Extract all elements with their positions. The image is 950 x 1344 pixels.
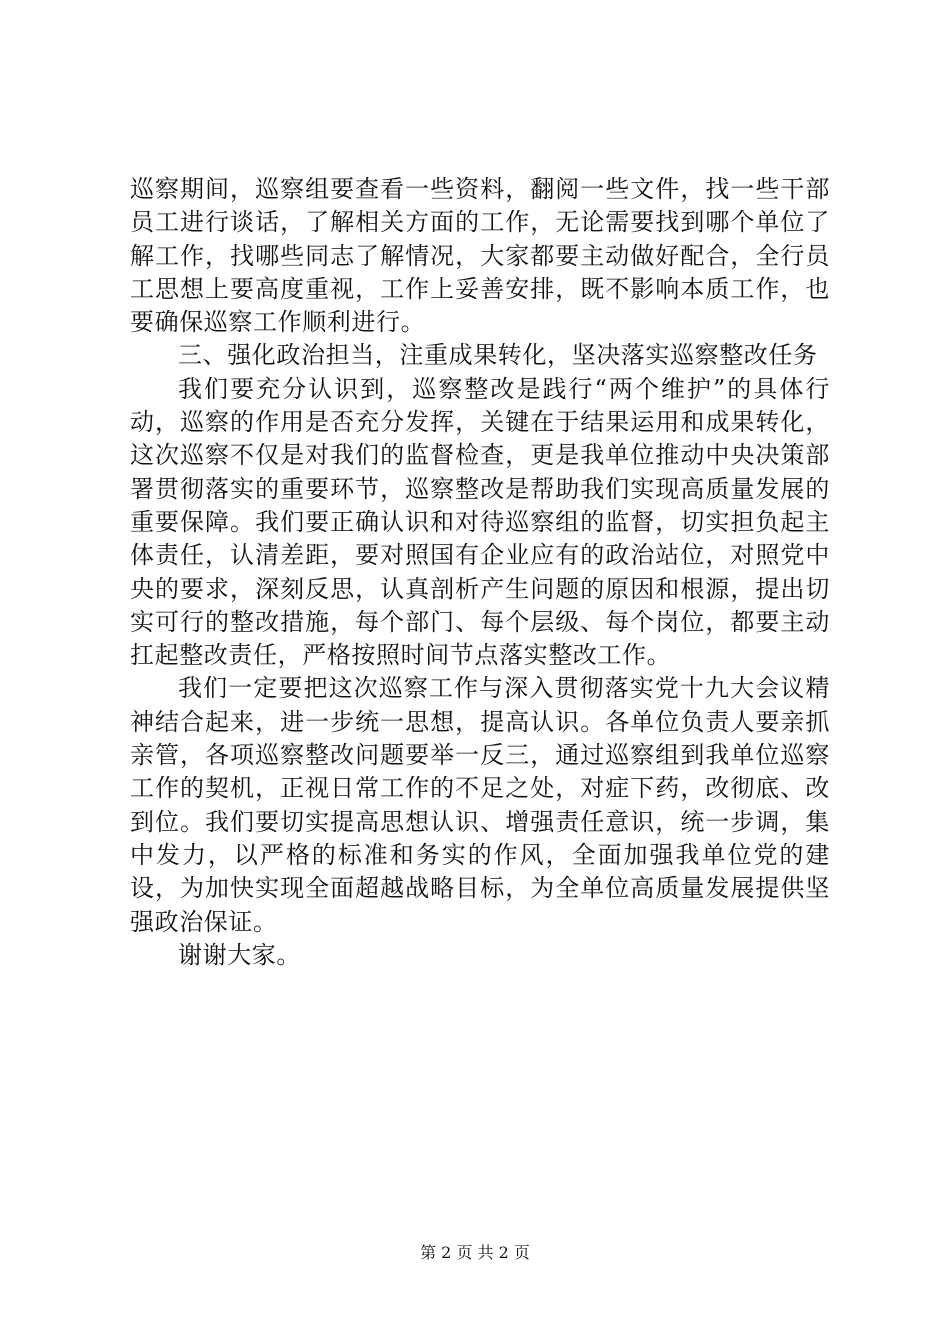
paragraph-continuation: 巡察期间，巡察组要查看一些资料，翻阅一些文件，找一些干部员工进行谈话，了解相关方面的工作，无论需要找到哪个单位了解工作，找哪些同志了解情况，大家都要主动做好配合，全行员工思想上要高度重视，工作上妥善安排，既不影响本质工作，也要确保巡察工作顺利进行。 bbox=[130, 175, 830, 337]
section-heading-3: 三、强化政治担当，注重成果转化，坚决落实巡察整改任务 bbox=[178, 341, 818, 370]
document-body bbox=[130, 173, 830, 972]
page-number-footer: 第 2 页 共 2 页 bbox=[420, 1243, 530, 1262]
paragraph-implementation: 我们一定要把这次巡察工作与深入贯彻落实党十九大会议精神结合起来，进一步统一思想，提高认识。各单位负责人要亲抓亲管，各项巡察整改问题要举一反三，通过巡察组到我单位巡察工作的契机，正视日常工作的不足之处，对症下药，改彻底、改到位。我们要切实提高思想认识、增强责任意识，统一步调，集中发力，以严格的标准和务实的作风，全面加强我单位党的建设，为加快实现全面超越战略目标，为全单位高质量发展提供坚强政治保证。 bbox=[130, 674, 830, 936]
paragraph-rectification: 我们要充分认识到，巡察整改是践行“两个维护”的具体行动，巡察的作用是否充分发挥，关键在于结果运用和成果转化，这次巡察不仅是对我们的监督检查，更是我单位推动中央决策部署贯彻落实的重要环节，巡察整改是帮助我们实现高质量发展的重要保障。我们要正确认识和对待巡察组的监督，切实担负起主体责任，认清差距，要对照国有企业应有的政治站位，对照党中央的要求，深刻反思，认真剖析产生问题的原因和根源，提出切实可行的整改措施，每个部门、每个层级、每个岗位，都要主动扛起整改责任，严格按照时间节点落实整改工作。 bbox=[130, 374, 830, 670]
paragraph-closing: 谢谢大家。 bbox=[178, 940, 301, 969]
